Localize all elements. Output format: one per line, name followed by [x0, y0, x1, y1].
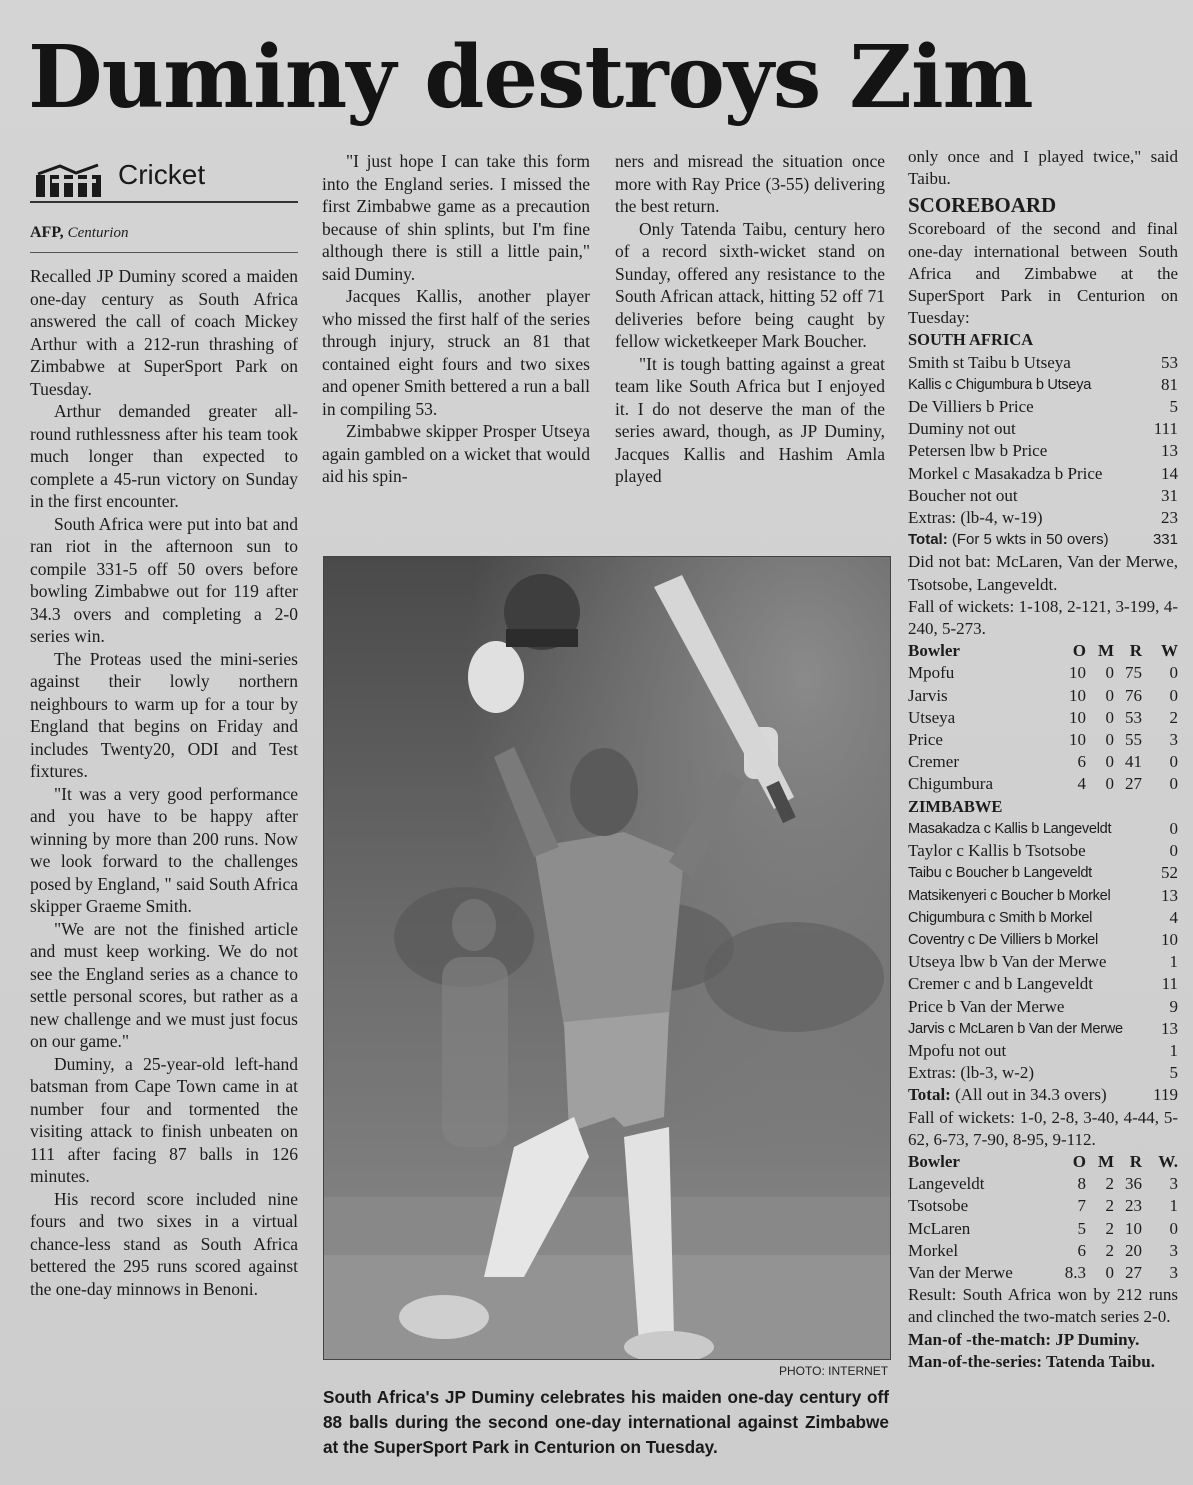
batsman-runs: 1 [1169, 952, 1178, 972]
total-label: Total: [908, 531, 948, 549]
match-result: Result: South Africa won by 212 runs and clinched the two-match series 2-0. [908, 1285, 1178, 1327]
batsman-dismissal: Taylor c Kallis b Tsotsobe [908, 841, 1086, 861]
bowling-figure: 2 [1105, 1196, 1114, 1216]
bowling-row [908, 751, 1178, 773]
man-of-the-series: Man-of-the-series: Tatenda Taibu. [908, 1351, 1155, 1371]
bowling-figure: 10 [1069, 730, 1086, 750]
bowling-figure: 6 [1077, 1240, 1086, 1260]
bowling-figure: 0 [1169, 774, 1178, 794]
batsman-dismissal: Extras: (lb-4, w-19) [908, 508, 1043, 528]
bowling-header-cell: Bowler [908, 1151, 960, 1171]
bowling-header-cell: W [1161, 641, 1178, 661]
bowling-figure: 4 [1077, 774, 1086, 794]
batsman-runs: 13 [1161, 441, 1178, 461]
bowling-figure: 7 [1077, 1196, 1086, 1216]
bowling-row [908, 662, 1178, 684]
batting-row [908, 996, 1178, 1018]
batting-row [908, 440, 1178, 462]
batting-row [908, 1018, 1178, 1040]
batsman-dismissal: Smith st Taibu b Utseya [908, 352, 1071, 372]
bowler-name: Van der Merwe [908, 1262, 1013, 1282]
bowling-figure: 10 [1069, 685, 1086, 705]
article-paragraph: only once and I played twice," said Taibu. [908, 147, 1178, 189]
bowling-row [908, 1195, 1178, 1217]
bowling-header-cell: O [1072, 641, 1086, 661]
batsman-dismissal: Chigumbura c Smith b Morkel [908, 909, 1093, 926]
scoreboard-title: SCOREBOARD [908, 193, 1057, 218]
bowler-name: Jarvis [908, 685, 948, 705]
article-paragraph: Duminy, a 25-year-old left-hand batsman from Cape Town came in at number four and tormented the visiting attack to finish unbeaten on 111 after facing 87 balls in 126 minutes. [30, 1053, 298, 1186]
bowling-figure: 23 [1125, 1196, 1142, 1216]
man-of-the-match: Man-of -the-match: JP Duminy. [908, 1329, 1140, 1349]
bowling-figure: 2 [1105, 1240, 1114, 1260]
bowling-figure: 10 [1069, 663, 1086, 683]
batsman-runs: 14 [1161, 463, 1178, 483]
bowling-figure: 41 [1125, 752, 1142, 772]
batting-row [908, 507, 1178, 529]
batsman-dismissal: Matsikenyeri c Boucher b Morkel [908, 887, 1111, 904]
bowling-table-sa [908, 640, 1178, 795]
batsman-dismissal: Masakadza c Kallis b Langeveldt [908, 820, 1112, 837]
dateline [30, 224, 298, 253]
photo-caption: South Africa's JP Duminy celebrates his maiden one-day century off 88 balls during the second one-day international against Zimbabwe at the SuperSport Park in Centurion on Tuesday. [323, 1387, 889, 1457]
news-photo [323, 556, 891, 1360]
batsman-runs: 0 [1169, 818, 1178, 838]
batsman-runs: 11 [1161, 974, 1178, 994]
total-row-zim [908, 1084, 1178, 1106]
article-paragraph: The Proteas used the mini-series against their lowly northern neighbours to warm up for a tour by England that begins on Friday and includes Twenty20, ODI and Test fixtures. [30, 648, 298, 781]
batsman-dismissal: Boucher not out [908, 485, 1018, 505]
bowler-name: Chigumbura [908, 774, 993, 794]
article-paragraph: His record score included nine fours and two sixes in a virtual chance-less stand as South Africa bettered the 295 runs scored against the one-day minnows in Benoni. [30, 1188, 298, 1299]
batsman-dismissal: Mpofu not out [908, 1040, 1007, 1060]
bowling-header-cell: R [1129, 1151, 1142, 1171]
bowling-figure: 3 [1169, 730, 1178, 750]
bowling-figure: 0 [1169, 685, 1178, 705]
bowling-row [908, 707, 1178, 729]
bowling-figure: 0 [1169, 752, 1178, 772]
total-row-sa [908, 529, 1178, 551]
bowling-figure: 3 [1169, 1262, 1178, 1282]
batsman-runs: 0 [1169, 841, 1178, 861]
dateline-place: Centurion [67, 225, 129, 241]
batting-row [908, 885, 1178, 907]
bowling-header-cell: M [1097, 641, 1114, 661]
bowling-figure: 36 [1125, 1174, 1142, 1194]
bowling-figure: 53 [1125, 707, 1142, 727]
batsman-dismissal: Petersen lbw b Price [908, 441, 1048, 461]
batting-row [908, 463, 1178, 485]
bowling-row [908, 685, 1178, 707]
bowling-figure: 0 [1105, 685, 1114, 705]
batsman-runs: 10 [1161, 929, 1178, 949]
batsman-runs: 9 [1169, 996, 1178, 1016]
batting-row [908, 418, 1178, 440]
batsman-runs: 52 [1161, 863, 1178, 883]
bowling-figure: 3 [1169, 1174, 1178, 1194]
article-paragraph: Jacques Kallis, another player who missed the first half of the series through injury, struck an 81 that contained eight fours and two sixes and opener Smith bettered a run a ball in compiling 53. [322, 286, 590, 419]
batting-row [908, 396, 1178, 418]
batsman-runs: 81 [1161, 374, 1178, 394]
batsman-dismissal: Duminy not out [908, 419, 1016, 439]
batsman-runs: 4 [1169, 907, 1178, 927]
bowling-figure: 75 [1125, 663, 1142, 683]
bowler-name: Tsotsobe [908, 1196, 969, 1216]
bowling-figure: 2 [1105, 1218, 1114, 1238]
article-paragraph: ners and misread the situation once more with Ray Price (3-55) delivering the best return. [615, 151, 885, 216]
article-paragraph: Zimbabwe skipper Prosper Utseya again gambled on a wicket that would aid his spin- [322, 421, 590, 486]
bowler-name: Cremer [908, 752, 959, 772]
batting-row [908, 951, 1178, 973]
bowling-row [908, 1173, 1178, 1195]
article-paragraph: "It is tough batting against a great team like South Africa but I enjoyed it. I do not deserve the man of the series award, though, as JP Duminy, Jacques Kallis and Hashim Amla played [615, 353, 885, 486]
bowling-figure: 8.3 [1064, 1262, 1086, 1282]
bowler-name: Utseya [908, 707, 956, 727]
batting-row [908, 1062, 1178, 1084]
article-paragraph: Only Tatenda Taibu, century hero of a record sixth-wicket stand on Sunday, offered any resistance to the South African attack, hitting 52 off 71 deliveries before being caught by fellow wicketkeeper Mark Boucher. [615, 218, 885, 351]
bowler-name: Morkel [908, 1240, 959, 1260]
batsman-dismissal: Price b Van der Merwe [908, 996, 1065, 1016]
fall-of-wickets-sa: Fall of wickets: 1-108, 2-121, 3-199, 4-240, 5-273. [908, 596, 1178, 639]
batsman-runs: 23 [1161, 508, 1178, 528]
batsman-dismissal: Morkel c Masakadza b Price [908, 463, 1103, 483]
batsman-dismissal: De Villiers b Price [908, 397, 1034, 417]
bowling-row [908, 1240, 1178, 1262]
batsman-runs: 1 [1169, 1040, 1178, 1060]
bowling-header-cell: Bowler [908, 641, 960, 661]
total-detail: (For 5 wkts in 50 overs) [951, 531, 1109, 549]
article-paragraph: "We are not the finished article and must keep working. We do not see the England series as a chance to settle personal scores, but rather as a new challenge and we must just focus on our game." [30, 918, 298, 1051]
bowling-figure: 10 [1069, 707, 1086, 727]
batting-row [908, 352, 1178, 374]
bowling-figure: 0 [1105, 774, 1114, 794]
scoreboard-column [908, 146, 1178, 1373]
bowling-figure: 55 [1125, 730, 1142, 750]
batting-row [908, 1040, 1178, 1062]
photo-credit: PHOTO: INTERNET [779, 1364, 889, 1378]
bowling-header [908, 640, 1178, 662]
total-runs: 119 [1153, 1085, 1178, 1105]
bowling-figure: 0 [1105, 1262, 1114, 1282]
bowling-figure: 3 [1169, 1240, 1178, 1260]
bowling-header-cell: M [1097, 1151, 1114, 1171]
batting-row [908, 485, 1178, 507]
bowling-header-cell: R [1129, 641, 1142, 661]
article-column-3 [615, 150, 885, 488]
bowling-header [908, 1151, 1178, 1173]
bowling-figure: 5 [1077, 1218, 1086, 1238]
total-detail: (All out in 34.3 overs) [955, 1085, 1107, 1105]
batting-row [908, 862, 1178, 884]
bowling-figure: 10 [1125, 1218, 1142, 1238]
batsman-dismissal: Cremer c and b Langeveldt [908, 974, 1094, 994]
article-paragraph: Recalled JP Duminy scored a maiden one-day century as South Africa answered the call of coach Mickey Arthur with a 212-run thrashing of Zimbabwe at SuperSport Park on Tuesday. [30, 266, 298, 399]
batting-row [908, 840, 1178, 862]
bowling-figure: 20 [1125, 1240, 1142, 1260]
article-paragraph: "I just hope I can take this form into the England series. I missed the first Zimbabwe game as a precaution because of shin splints, but I'm fine although there is still a little pain," said Duminy. [322, 151, 590, 284]
bowling-figure: 0 [1105, 730, 1114, 750]
bowler-name: Price [908, 730, 943, 750]
batting-row [908, 907, 1178, 929]
headline: Duminy destroys Zim [28, 27, 1033, 128]
fall-of-wickets-zim: Fall of wickets: 1-0, 2-8, 3-40, 4-44, 5-62, 6-73, 7-90, 8-95, 9-112. [908, 1107, 1178, 1149]
batsman-runs: 53 [1161, 352, 1178, 372]
batting-list-sa [908, 352, 1178, 530]
cricket-stumps-icon [32, 163, 112, 202]
bowling-figure: 76 [1125, 685, 1142, 705]
bowler-name: Mpofu [908, 663, 955, 683]
section-label: Cricket [118, 159, 206, 190]
section-tag [30, 155, 298, 203]
total-runs: 331 [1152, 531, 1178, 549]
article-paragraph: "It was a very good performance and you have to be happy after winning by more than 200 runs. Now we look forward to the challenges posed by England, " said South Africa skipper Graeme Smith. [30, 783, 298, 916]
batsman-dismissal: Utseya lbw b Van der Merwe [908, 952, 1107, 972]
batting-row [908, 973, 1178, 995]
total-label: Total: [908, 1085, 951, 1105]
batsman-runs: 31 [1161, 485, 1178, 505]
batsman-runs: 5 [1169, 1063, 1178, 1083]
bowling-table-zim [908, 1151, 1178, 1284]
batsman-runs: 5 [1169, 397, 1178, 417]
batting-row [908, 374, 1178, 396]
bowling-row [908, 773, 1178, 795]
bowling-row [908, 1218, 1178, 1240]
bowling-header-cell: W. [1158, 1151, 1178, 1171]
bowling-row [908, 1262, 1178, 1284]
bowling-figure: 0 [1105, 752, 1114, 772]
bowler-name: Langeveldt [908, 1174, 985, 1194]
bowling-figure: 6 [1077, 752, 1086, 772]
did-not-bat: Did not bat: McLaren, Van der Merwe, Tsotsobe, Langeveldt. [908, 552, 1178, 594]
batsman-dismissal: Taibu c Boucher b Langeveldt [908, 865, 1092, 882]
batsman-runs: 13 [1161, 1018, 1178, 1038]
bowling-figure: 0 [1169, 663, 1178, 683]
article-paragraph: Arthur demanded greater all-round ruthlessness after his team took much longer than expected to complete a 45-run victory on Sunday in the first encounter. [30, 401, 298, 511]
bowling-figure: 27 [1125, 774, 1142, 794]
batting-list-zim [908, 818, 1178, 1084]
article-paragraph: South Africa were put into bat and ran riot in the afternoon sun to compile 331-5 off 50 overs before bowling Zimbabwe out for 119 after 34.3 overs and completing a 2-0 series win. [30, 513, 298, 646]
bowling-row [908, 729, 1178, 751]
batting-row [908, 818, 1178, 840]
bowling-figure: 27 [1125, 1262, 1142, 1282]
team-heading-zim: ZIMBABWE [908, 796, 1003, 816]
batting-row [908, 929, 1178, 951]
bowling-figure: 8 [1077, 1174, 1086, 1194]
batsman-runs: 111 [1153, 419, 1178, 439]
batsman-dismissal: Jarvis c McLaren b Van der Merwe [908, 1020, 1123, 1037]
article-column-2 [322, 150, 590, 488]
scoreboard-intro: Scoreboard of the second and final one-day international between South Africa and Zimbabwe at the SuperSport Park in Centurion on Tuesday: [908, 219, 1178, 328]
batsman-runs: 13 [1161, 885, 1178, 905]
team-heading-sa: SOUTH AFRICA [908, 330, 1034, 350]
bowling-figure: 1 [1169, 1196, 1178, 1216]
bowling-figure: 2 [1169, 707, 1178, 727]
batsman-dismissal: Coventry c De Villiers b Morkel [908, 931, 1098, 948]
batsman-dismissal: Kallis c Chigumbura b Utseya [908, 376, 1092, 393]
bowler-name: McLaren [908, 1218, 971, 1238]
batsman-dismissal: Extras: (lb-3, w-2) [908, 1063, 1035, 1083]
dateline-agency: AFP, [30, 224, 64, 241]
article-column-1 [30, 265, 298, 1300]
bowling-header-cell: O [1072, 1151, 1086, 1171]
bowling-figure: 0 [1169, 1218, 1178, 1238]
bowling-figure: 2 [1105, 1174, 1114, 1194]
bowling-figure: 0 [1105, 707, 1114, 727]
bowling-figure: 0 [1105, 663, 1114, 683]
